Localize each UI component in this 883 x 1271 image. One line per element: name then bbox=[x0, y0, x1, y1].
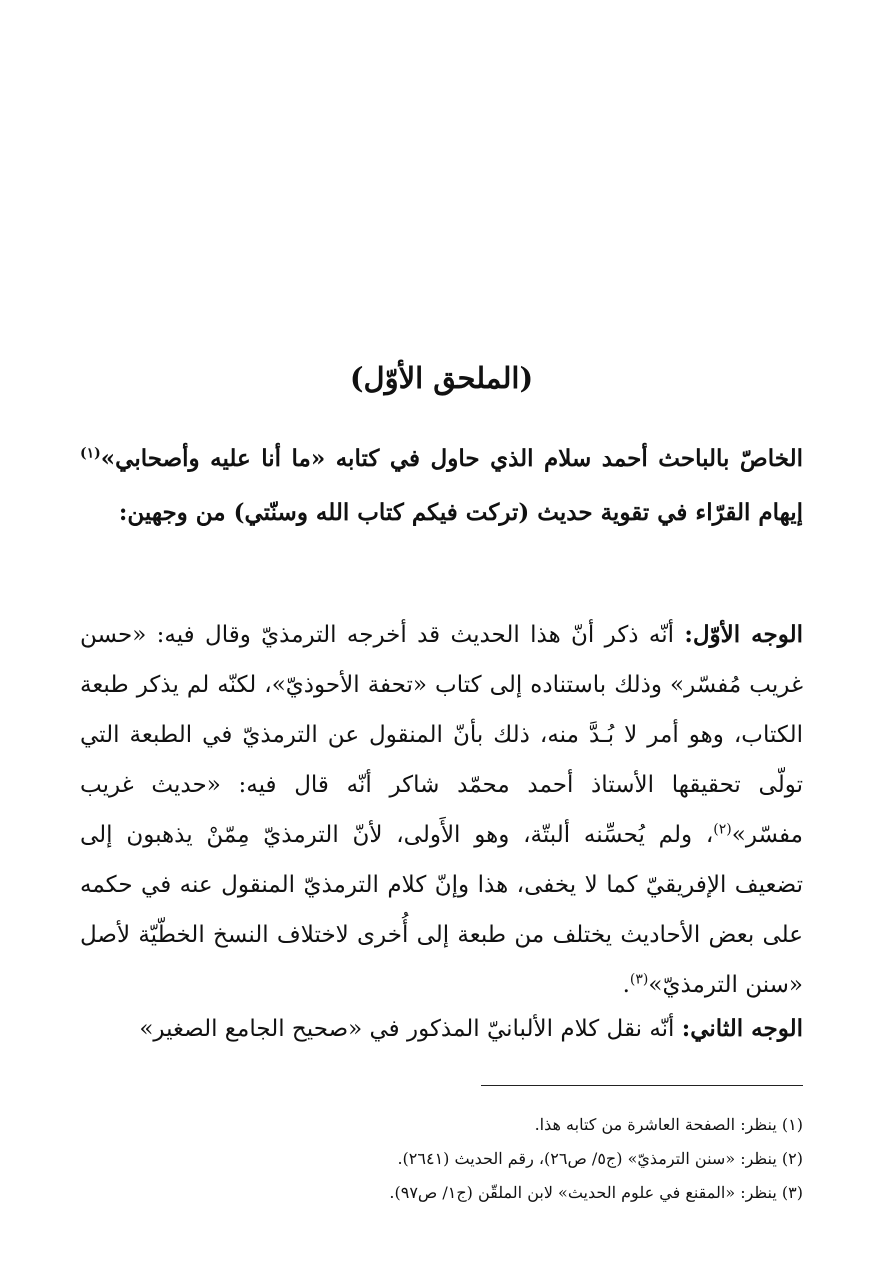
footnote-2: (٢) ينظر: «سنن الترمذيّ» (ج٥/ ص٢٦)، رقم الحديث (٢٦٤١). bbox=[397, 1149, 803, 1168]
footnote-ref-1[interactable]: (١) bbox=[80, 445, 101, 462]
first-aspect-paragraph bbox=[80, 610, 803, 1010]
footnote-1: (١) ينظر: الصفحة العاشرة من كتابه هذا. bbox=[534, 1115, 803, 1134]
footnote-3: (٣) ينظر: «المقنع في علوم الحديث» لابن الملقّن (ج١/ ص٩٧). bbox=[389, 1183, 803, 1202]
first-aspect-text-c: . bbox=[622, 972, 630, 998]
footnote-ref-3[interactable]: (٣) bbox=[629, 971, 649, 988]
footnote-ref-2[interactable]: (٢) bbox=[713, 821, 732, 838]
second-aspect-text: أنّه نقل كلام الألبانيّ المذكور في «صحيح الجامع الصغير» bbox=[139, 1016, 682, 1042]
second-aspect-heading: الوجه الثاني: bbox=[681, 1015, 803, 1042]
footnotes-list bbox=[80, 1108, 803, 1210]
intro-text-start: الخاصّ بالباحث أحمد سلام الذي حاول في كتابه «ما أنا عليه وأصحابي» bbox=[100, 445, 803, 472]
first-aspect-text-b: ، ولم يُحسِّنه ألبتّة، وهو الأَولى، لأنّ الترمذيّ مِمّنْ يذهبون إلى تضعيف الإفريقيّ كما لا يخفى، هذا وإنّ كلام الترمذيّ المنقول عنه في حكمه على بعض الأحاديث يختلف من طبعة إلى أُخرى لاختلاف النسخ الخطّيّة لأصل «سنن الترمذيّ» bbox=[80, 822, 803, 998]
appendix-title: (الملحق الأوّل) bbox=[349, 361, 534, 395]
intro-paragraph bbox=[80, 432, 803, 540]
footnote-divider bbox=[481, 1085, 803, 1086]
first-aspect-heading: الوجه الأوّل: bbox=[684, 621, 804, 648]
first-aspect-text-a: أنّه ذكر أنّ هذا الحديث قد أخرجه الترمذيّ وقال فيه: «حسن غريب مُفسّر» وذلك باستناده إلى كتاب «تحفة الأحوذيّ»، لكنّه لم يذكر طبعة الكتاب، وهو أمر لا بُـدَّ منه، ذلك بأنّ المنقول عن الترمذيّ في الطبعة التي تولّى تحقيقها الأستاذ أحمد محمّد شاكر أنّه قال فيه: «حديث غريب مفسّر» bbox=[80, 622, 803, 848]
second-aspect-paragraph bbox=[80, 1004, 803, 1054]
intro-text-end: إيهام القرّاء في تقوية حديث (تركت فيكم كتاب الله وسنّتي) من وجهين: bbox=[118, 499, 803, 526]
